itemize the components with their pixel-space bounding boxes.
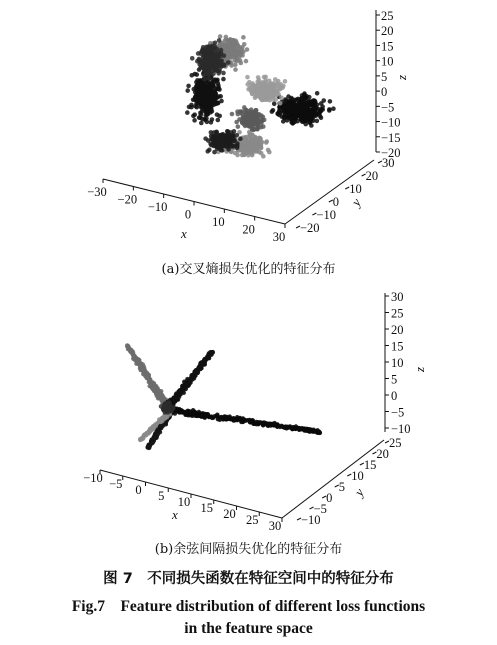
panel-a-z-tick-label: −5 [381,100,395,115]
panel-a-x-tick-label: 10 [212,215,225,229]
panel-b-x-tick-label: 25 [246,513,259,527]
panel-a-y-ticks [296,156,395,235]
panel-a-y-tick-label: −20 [300,221,320,235]
panel-a-cluster-point [219,48,224,53]
panel-a-cluster-point [209,130,214,135]
panel-a-cluster-point [238,136,243,141]
panel-a-cluster-point [213,40,218,45]
panel-a-scatter [185,34,336,158]
panel-a-cluster-point [250,91,255,96]
panel-a-y-label: y [348,195,364,209]
panel-b-cluster-point [126,344,130,348]
panel-a-cluster-point [217,114,222,119]
panel-a-cluster-point [192,97,197,102]
panel-a-caption: (a)交叉熵损失优化的特征分布 [161,262,336,277]
panel-b-y-label: y [351,485,367,499]
figure-caption-english-line2: in the feature space [184,620,313,637]
panel-b-y-tick-label: 25 [389,436,402,450]
panel-a-cluster-point [191,114,196,119]
panel-a-cluster-point [318,114,323,119]
panel-a-cluster-point [327,108,332,113]
panel-a-z-tick-label: 20 [381,24,394,39]
panel-a-plot [87,9,409,244]
panel-a-cluster-point [208,98,213,103]
panel-b-plot [83,290,427,533]
panel-b-cluster-point [189,376,193,380]
panel-a-cluster-point [257,78,262,83]
panel-a-cluster-point [192,118,197,123]
panel-a-cluster-point [245,147,250,152]
panel-b-cluster-point [185,382,189,386]
panel-a-x-label: x [181,226,187,241]
panel-a-cluster-point [328,99,333,104]
panel-a-cluster-point [202,50,207,55]
panel-a-cluster-point [195,86,200,91]
panel-a-cluster-point [245,75,250,80]
panel-a-cluster-point [214,63,219,68]
panel-b-z-tick-label: 5 [391,372,398,387]
panel-a-cluster-point [185,88,190,93]
panel-b-cluster-point [192,410,196,414]
panel-a-cluster-point [269,92,274,97]
panel-a-cluster-point [244,59,249,64]
panel-a-cluster-point [226,47,231,52]
panel-b-cluster-point [151,385,155,389]
panel-b-cluster-point [158,396,162,400]
panel-a-cluster-point [232,39,237,44]
panel-b-cluster-point [208,350,212,354]
panel-a-cluster-point [202,68,207,73]
panel-a-cluster-point [253,139,258,144]
panel-a-z-tick-label: 25 [381,9,394,23]
panel-a-cluster-point [266,86,271,91]
panel-a-cluster-point [238,61,243,66]
panel-a-z-tick-label: −15 [381,130,401,145]
panel-a-y-tick-label: 0 [332,195,340,209]
panel-b-cluster-point [215,413,219,417]
panel-b-cluster-point [240,417,244,421]
panel-a-z-tick-label: −20 [381,146,401,160]
panel-a-cluster-point [199,121,204,126]
panel-a-z-tick-label: 15 [381,39,394,54]
panel-a-cluster-point [305,106,310,111]
panel-a-cluster-point [275,90,280,95]
panel-a-x-tick-label: −30 [87,185,107,199]
panel-a-cluster-point [273,97,278,102]
panel-b-z-tick-label: 15 [391,339,404,354]
panel-a-cluster-point [240,53,245,58]
panel-a-cluster-point [262,82,267,87]
panel-a-cluster-point [331,106,336,111]
panel-a-cluster-point [185,110,190,115]
panel-b-x-tick-label: 5 [158,489,165,503]
panel-b-z-tick-label: 20 [391,323,404,337]
panel-a-cluster-point [242,119,247,124]
panel-a-cluster-point [207,47,212,52]
panel-b-y-tick-label: 20 [376,447,389,461]
panel-a-cluster-point [210,83,215,88]
panel-a-cluster-point [216,118,221,123]
panel-a-cluster-point [260,95,265,100]
panel-a-cluster-point [187,105,192,110]
panel-b-z-tick-label: 25 [391,306,404,321]
panel-a-cluster-point [189,73,194,78]
panel-a-cluster-point [304,102,309,107]
panel-a-cluster-point [212,46,217,51]
panel-b-cluster-point [184,412,188,416]
panel-a-cluster-point [233,67,238,72]
panel-b-y-tick-label: 15 [363,458,377,472]
panel-a-cluster-point [281,119,286,124]
panel-b-x-tick-label: 10 [177,495,191,509]
panel-b-z-tick-label: 0 [391,389,398,403]
panel-a-cluster-point [320,104,325,109]
panel-a-cluster-point [308,112,313,117]
panel-b-z-tick-label: 30 [391,290,404,304]
panel-a-cluster-point [213,97,218,102]
panel-a-cluster-point [204,108,209,113]
panel-a-cluster-point [198,110,203,115]
panel-b-cluster-point [166,400,171,405]
panel-a-cluster-point [194,72,199,77]
panel-b-cluster-point [282,425,286,429]
panel-a-cluster-point [256,124,261,129]
panel-b-cluster-point [161,406,166,411]
panel-b-cluster-point [286,425,290,429]
panel-a-cluster-point [245,82,250,87]
panel-a-x-tick-label: −20 [117,192,138,207]
panel-a-cluster-point [257,150,262,155]
panel-b-x-tick-label: 20 [223,507,236,521]
panel-b-z-tick-label: 10 [391,356,404,370]
panel-b-cluster-point [209,414,213,418]
panel-b-x-label: x [172,507,178,522]
panel-a-cluster-point [206,138,211,143]
panel-a-z-tick-label: 10 [381,54,394,69]
panel-a-z-tick-label: 0 [381,85,388,100]
panel-a-cluster-point [190,56,195,61]
panel-a-cluster-point [259,141,264,146]
panel-a-cluster-point [272,102,277,107]
panel-b-cluster-point [194,370,198,374]
panel-a-cluster-point [242,42,247,47]
panel-a-cluster-point [186,84,191,89]
panel-b-cluster-point [152,426,156,430]
panel-b-x-tick-label: −10 [83,471,103,485]
figure-caption-chinese: 图 7 不同损失函数在特征空间中的特征分布 [103,571,394,587]
panel-a-y-tick-label: 30 [382,156,395,170]
panel-a-cluster-point [205,149,210,154]
panel-a-z-tick-label: −10 [381,115,401,130]
panel-b-y-tick-label: −5 [313,502,327,516]
panel-b-cluster-point [167,406,172,411]
panel-a-cluster-point [249,146,254,151]
panel-a-cluster-point [220,135,225,140]
panel-b-cluster-point [175,398,179,402]
panel-a-cluster-point [216,87,221,92]
panel-a-cluster-point [315,119,320,124]
panel-a-cluster-point [228,138,233,143]
panel-a-cluster-point [276,79,281,84]
panel-b-x-tick-label: −5 [109,477,123,491]
panel-b-z-ticks [385,290,411,436]
panel-a-cluster-point [250,126,255,131]
panel-b-cluster-point [141,436,145,440]
panel-b-cluster-point [314,429,318,433]
panel-a-cluster-point [230,112,235,117]
panel-a-cluster-point [314,113,319,118]
panel-a-cluster-point [200,106,205,111]
panel-a-cluster-point [201,102,206,107]
panel-a-cluster-point [203,94,208,99]
panel-a-cluster-point [212,140,217,145]
panel-b-cluster-point [224,415,228,419]
panel-b-cluster-point [270,423,274,427]
panel-a-z-ticks [376,9,401,160]
panel-b-cluster-point [304,428,308,432]
panel-a-cluster-point [197,115,202,120]
panel-a-cluster-point [214,68,219,73]
panel-b-cluster-point [149,440,153,444]
panel-a-cluster-point [278,110,283,115]
panel-a-cluster-point [283,109,288,114]
panel-b-cluster-point [294,424,298,428]
panel-a-cluster-point [291,117,296,122]
panel-a-cluster-point [222,62,227,67]
panel-a-cluster-point [226,60,231,65]
panel-a-cluster-point [212,78,217,83]
panel-b-z-tick-label: −10 [391,422,411,436]
panel-b-cluster-point [200,361,204,365]
panel-a-cluster-point [221,71,226,76]
panel-a-cluster-point [271,83,276,88]
panel-b-cluster-point [131,351,135,355]
panel-b-cluster-point [134,356,138,360]
panel-a-x-tick-label: 0 [184,207,192,222]
panel-a-cluster-point [200,61,205,66]
panel-a-cluster-point [283,79,288,84]
panel-a-cluster-point [234,52,239,57]
panel-a-cluster-point [298,110,303,115]
panel-a-cluster-point [255,93,260,98]
panel-a-cluster-point [245,151,250,156]
panel-a-cluster-point [208,59,213,64]
panel-a-cluster-point [249,140,254,145]
panel-a-cluster-point [315,91,320,96]
panel-a-cluster-point [239,110,244,115]
panel-a-cluster-point [240,141,245,146]
panel-a-cluster-point [235,153,240,158]
panel-a-cluster-point [235,43,240,48]
panel-a-cluster-point [259,121,264,126]
panel-a-z-label: z [394,74,409,80]
panel-a-cluster-point [257,136,262,141]
panel-b-y-ticks [297,436,402,527]
panel-a-cluster-point [278,86,283,91]
panel-b-cluster-point [248,419,252,423]
panel-a-cluster-point [218,34,223,39]
panel-a-cluster-point [217,139,222,144]
panel-a-cluster-point [255,83,260,88]
panel-a-cluster-point [264,140,269,145]
panel-a-y-tick-label: 20 [365,169,379,183]
figure-caption-english-line1: Fig.7 Feature distribution of different loss functions [71,598,426,615]
panel-b-y-tick-label: −10 [301,513,321,527]
panel-b-x-tick-label: 0 [135,483,142,497]
panel-a-cluster-point [206,112,211,117]
panel-a-z-tick-label: 5 [381,69,388,84]
panel-b-z-label: z [412,366,427,372]
panel-a-cluster-point [287,108,292,113]
panel-b-cluster-point [180,409,184,413]
panel-a-cluster-point [235,133,240,138]
panel-b-scatter [125,343,322,450]
panel-b-cluster-point [203,413,207,417]
panel-b-x-tick-label: 30 [268,519,282,533]
panel-a-cluster-point [261,154,266,159]
panel-a-cluster-point [279,95,284,100]
panel-a-cluster-point [220,143,225,148]
panel-a-cluster-point [316,107,321,112]
panel-b-cluster-point [165,415,169,419]
panel-a-cluster-point [206,64,211,69]
panel-b-cluster-point [182,391,186,395]
panel-a-y-tick-label: −10 [316,208,336,222]
panel-b-cluster-point [176,393,180,397]
panel-a-cluster-point [286,94,291,99]
panel-b-cluster-point [147,373,151,377]
panel-a-cluster-point [206,76,211,81]
panel-b-caption: (b)余弦间隔损失优化的特征分布 [154,542,343,557]
panel-b-cluster-point [156,432,160,436]
panel-a-cluster-point [250,81,255,86]
panel-a-cluster-point [207,91,212,96]
panel-a-x-tick-label: 30 [272,230,286,244]
panel-b-cluster-point [147,429,151,433]
panel-a-cluster-point [262,75,267,80]
panel-a-cluster-point [209,120,214,125]
panel-a-cluster-point [299,115,304,120]
panel-a-cluster-point [286,99,291,104]
panel-b-x-ticks [83,470,282,533]
panel-b-cluster-point [299,426,303,430]
panel-b-y-axis [282,440,384,518]
panel-a-cluster-point [222,53,227,58]
panel-a-cluster-point [233,62,238,67]
panel-a-cluster-point [205,55,210,60]
panel-a-cluster-point [205,120,210,125]
panel-b-cluster-point [152,381,156,385]
panel-b-y-tick-label: 10 [351,469,364,483]
panel-b-cluster-point [154,389,158,393]
panel-b-z-tick-label: −5 [391,405,405,420]
panel-b-cluster-point [158,392,162,396]
panel-a-y-tick-label: 10 [349,182,362,196]
panel-a-cluster-point [266,148,271,153]
panel-a-cluster-point [278,101,283,106]
panel-b-cluster-point [234,418,238,422]
panel-a-cluster-point [296,104,301,109]
panel-a-cluster-point [216,101,221,106]
panel-b-y-tick-label: 0 [326,491,333,505]
panel-b-y-tick-label: 5 [338,480,345,494]
panel-a-cluster-point [214,52,219,57]
panel-a-cluster-point [241,35,246,40]
panel-a-x-tick-label: −10 [147,200,168,214]
panel-a-cluster-point [247,109,252,114]
panel-a-cluster-point [270,109,275,114]
panel-a-cluster-point [221,77,226,82]
panel-a-cluster-point [201,72,206,77]
panel-a-cluster-point [235,146,240,151]
panel-b-x-tick-label: 15 [200,501,213,515]
panel-b-cluster-point [141,368,145,372]
panel-a-cluster-point [234,120,239,125]
panel-a-cluster-point [249,116,254,121]
panel-b-cluster-point [181,387,185,391]
panel-b-cluster-point [265,421,269,425]
panel-b-cluster-point [158,419,162,423]
panel-a-cluster-point [303,110,308,115]
panel-a-cluster-point [315,102,320,107]
panel-b-cluster-point [148,377,152,381]
panel-a-cluster-point [236,124,241,129]
panel-a-cluster-point [291,100,296,105]
panel-a-cluster-point [224,133,229,138]
panel-a-cluster-point [235,57,240,62]
panel-a-cluster-point [203,88,208,93]
panel-b-cluster-point [151,436,155,440]
panel-a-x-tick-label: 20 [242,222,255,237]
panel-a-cluster-point [256,145,261,150]
panel-a-cluster-point [217,38,222,43]
panel-a-cluster-point [193,104,198,109]
panel-a-cluster-point [202,77,207,82]
panel-a-cluster-point [309,123,314,128]
panel-a-cluster-point [302,93,307,98]
